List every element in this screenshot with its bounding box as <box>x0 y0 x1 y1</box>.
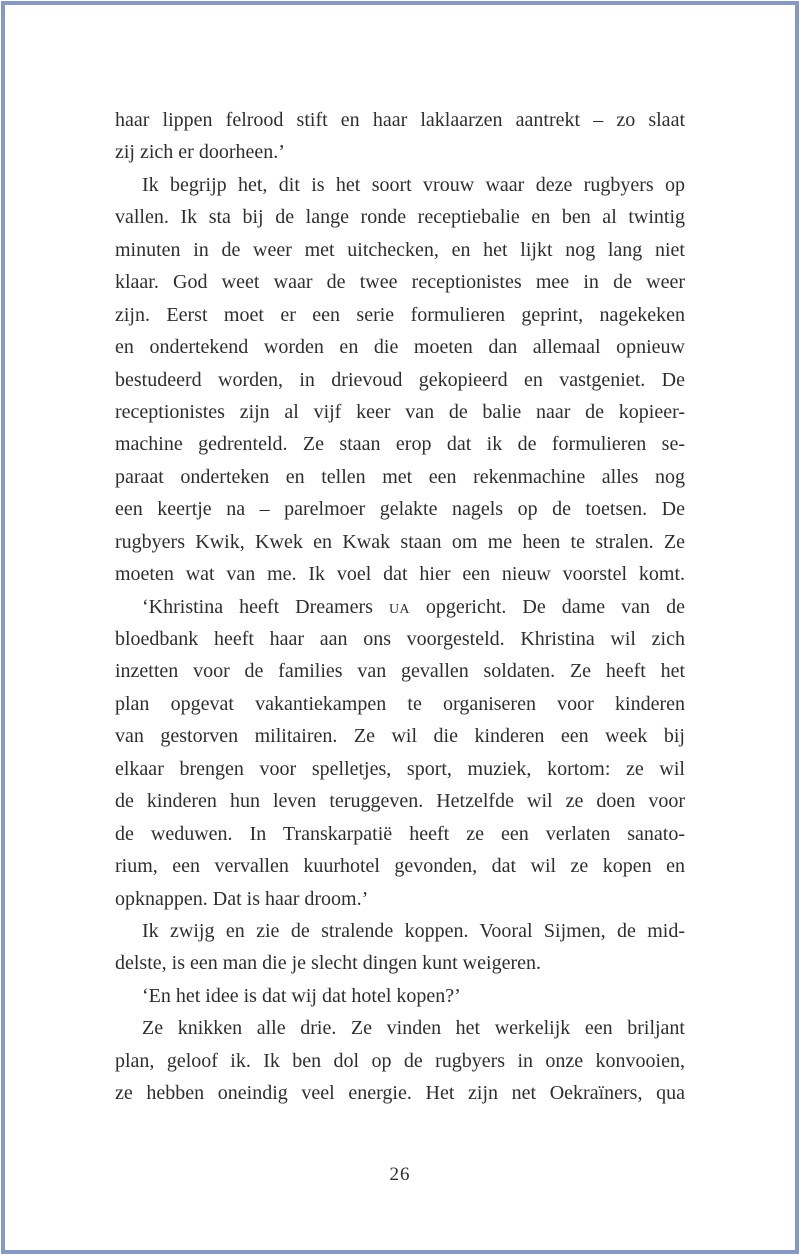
text-line: de weduwen. In Transkarpatië heeft ze een verlaten sanato- <box>115 822 685 845</box>
text-block <box>115 104 685 1110</box>
text-line: plan opgevat vakantiekampen te organiseren voor kinderen <box>115 692 685 715</box>
text-line: delste, is een man die je slecht dingen kunt weigeren. <box>115 952 541 975</box>
text-line: een keertje na – parelmoer gelakte nagels op de toetsen. De <box>115 498 685 521</box>
text-line: zij zich er doorheen.’ <box>115 141 285 164</box>
text-line: bestudeerd worden, in drievoud gekopieerd en vastgeniet. De <box>115 368 685 391</box>
text-line: klaar. God weet waar de twee receptionistes mee in de weer <box>115 271 685 294</box>
text-line: paraat onderteken en tellen met een rekenmachine alles nog <box>115 465 685 488</box>
page-number: 26 <box>389 1164 411 1185</box>
text-line: minuten in de weer met uitchecken, en het lijkt nog lang niet <box>115 238 685 261</box>
text-line: plan, geloof ik. Ik ben dol op de rugbyers in onze konvooien, <box>115 1049 685 1072</box>
text-line: ‘Khristina heeft Dreamers ua opgericht. De dame van de <box>142 595 685 618</box>
text-line: moeten wat van me. Ik voel dat hier een nieuw voorstel komt. <box>115 563 685 586</box>
text-line: elkaar brengen voor spelletjes, sport, muziek, kortom: ze wil <box>115 757 685 780</box>
text-line: haar lippen felrood stift en haar laklaarzen aantrekt – zo slaat <box>115 109 685 131</box>
text-line: inzetten voor de families van gevallen soldaten. Ze heeft het <box>115 660 685 683</box>
text-line: bloedbank heeft haar aan ons voorgesteld. Khristina wil zich <box>115 628 685 650</box>
text-line: ‘En het idee is dat wij dat hotel kopen?’ <box>142 984 461 1007</box>
text-line: opknappen. Dat is haar droom.’ <box>115 887 369 910</box>
text-line: Ik zwijg en zie de stralende koppen. Vooral Sijmen, de mid- <box>142 919 685 942</box>
text-line: ze hebben oneindig veel energie. Het zijn net Oekraïners, qua <box>115 1082 685 1105</box>
text-line: de kinderen hun leven teruggeven. Hetzelfde wil ze doen voor <box>115 790 685 813</box>
text-line: receptionistes zijn al vijf keer van de balie naar de kopieer- <box>115 400 685 423</box>
text-line: machine gedrenteld. Ze staan erop dat ik de formulieren se- <box>115 433 685 456</box>
text-line: en ondertekend worden en die moeten dan allemaal opnieuw <box>115 336 685 359</box>
text-line: rugbyers Kwik, Kwek en Kwak staan om me heen te stralen. Ze <box>115 530 685 553</box>
text-line: Ik begrijp het, dit is het soort vrouw waar deze rugbyers op <box>142 173 685 196</box>
text-line: zijn. Eerst moet er een serie formulieren geprint, nagekeken <box>115 303 685 326</box>
text-line: van gestorven militairen. Ze wil die kinderen een week bij <box>115 725 685 748</box>
text-line: vallen. Ik sta bij de lange ronde receptiebalie en ben al twintig <box>115 206 685 229</box>
small-caps-text: ua <box>388 595 410 618</box>
text-line: rium, een vervallen kuurhotel gevonden, dat wil ze kopen en <box>115 855 685 878</box>
text-line: Ze knikken alle drie. Ze vinden het werkelijk een briljant <box>142 1017 685 1040</box>
